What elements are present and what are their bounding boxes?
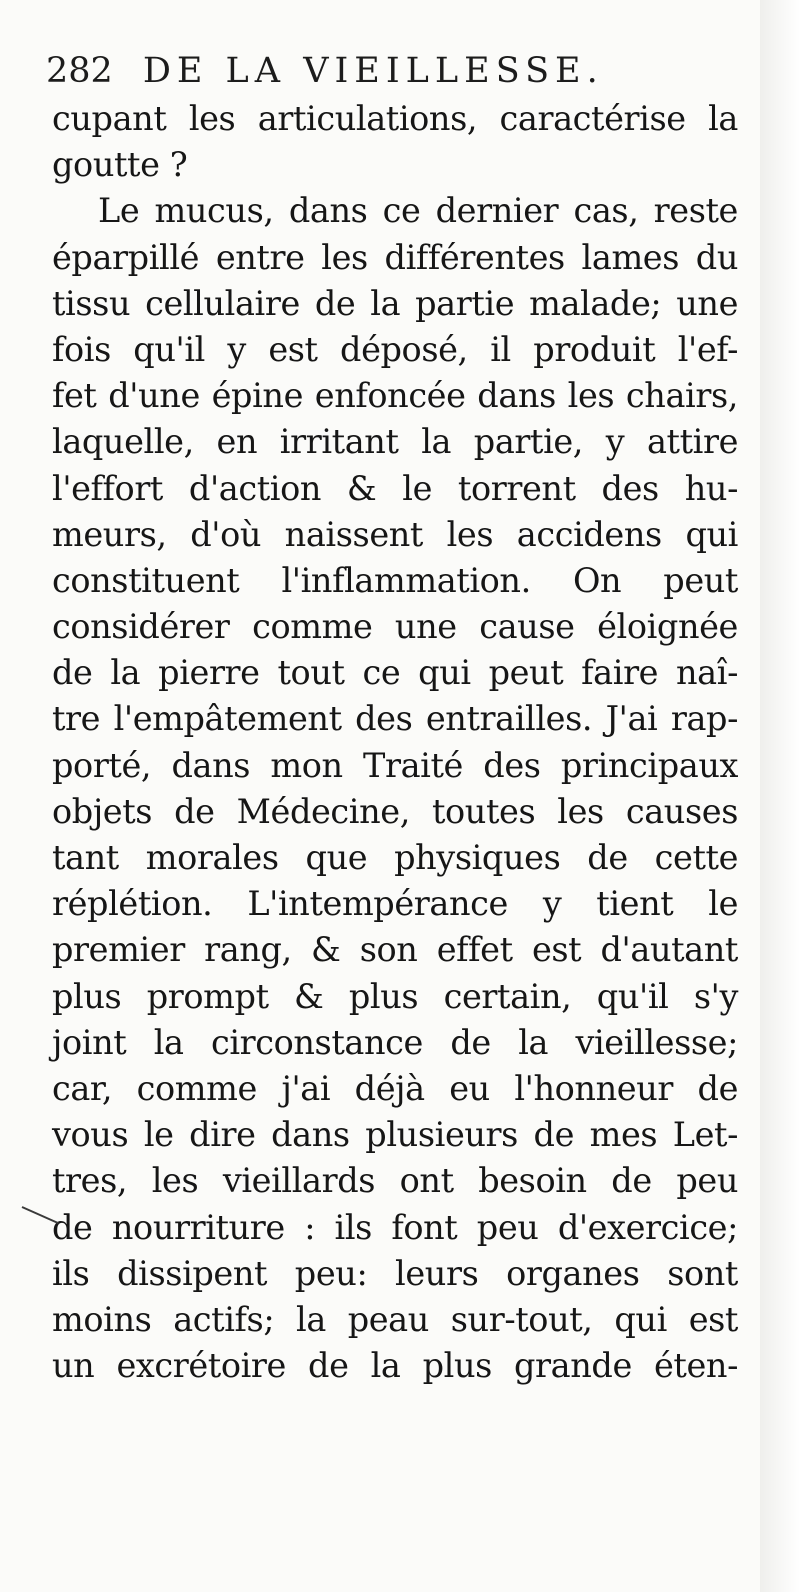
text-line: meurs, d'où naissent les accidens qui bbox=[52, 514, 738, 554]
text-line: premier rang, & son effet est d'autant bbox=[52, 930, 738, 970]
text-line: plus prompt & plus certain, qu'il s'y bbox=[52, 976, 738, 1016]
text-line: joint la circonstance de la vieillesse; bbox=[52, 1022, 738, 1062]
text-line: un excrétoire de la plus grande éten- bbox=[52, 1346, 738, 1386]
text-line: moins actifs; la peau sur-tout, qui est bbox=[52, 1299, 738, 1339]
text-line: l'effort d'action & le torrent des hu- bbox=[52, 468, 738, 508]
text-line: de la pierre tout ce qui peut faire naî- bbox=[52, 653, 738, 693]
text-line: cupant les articulations, caractérise la bbox=[52, 99, 738, 138]
text-line: car, comme j'ai déjà eu l'honneur de bbox=[52, 1068, 738, 1108]
page-number: 282 bbox=[46, 51, 113, 91]
paragraph-first-line: Le mucus, dans ce dernier cas, reste bbox=[98, 191, 738, 231]
text-line: réplétion. L'intempérance y tient le bbox=[52, 884, 738, 924]
text-line: fois qu'il y est déposé, il produit l'ef- bbox=[52, 329, 738, 369]
text-line: de nourriture : ils font peu d'exercice; bbox=[52, 1207, 738, 1247]
text-line: tre l'empâtement des entrailles. J'ai rap- bbox=[52, 699, 738, 739]
facing-page-edge bbox=[760, 0, 800, 1592]
text-line: éparpillé entre les différentes lames du bbox=[52, 237, 738, 277]
text-line: vous le dire dans plusieurs de mes Let- bbox=[52, 1115, 738, 1155]
text-line: fet d'une épine enfoncée dans les chairs, bbox=[52, 376, 738, 416]
running-title: DE LA VIEILLESSE. bbox=[142, 51, 604, 91]
body-text bbox=[52, 96, 738, 1389]
text-line: objets de Médecine, toutes les causes bbox=[52, 791, 738, 831]
text-line: tant morales que physiques de cette bbox=[52, 838, 738, 877]
text-line: ils dissipent peu: leurs organes sont bbox=[52, 1253, 738, 1293]
text-line: considérer comme une cause éloignée bbox=[52, 607, 738, 647]
text-line: porté, dans mon Traité des principaux bbox=[52, 745, 738, 785]
text-line: tres, les vieillards ont besoin de peu bbox=[52, 1161, 738, 1201]
text-line: laquelle, en irritant la partie, y attire bbox=[52, 422, 738, 462]
text-line: constituent l'inflammation. On peut bbox=[52, 560, 738, 600]
running-head bbox=[46, 46, 736, 96]
text-line: tissu cellulaire de la partie malade; une bbox=[52, 283, 738, 323]
text-line: goutte ? bbox=[52, 145, 188, 185]
